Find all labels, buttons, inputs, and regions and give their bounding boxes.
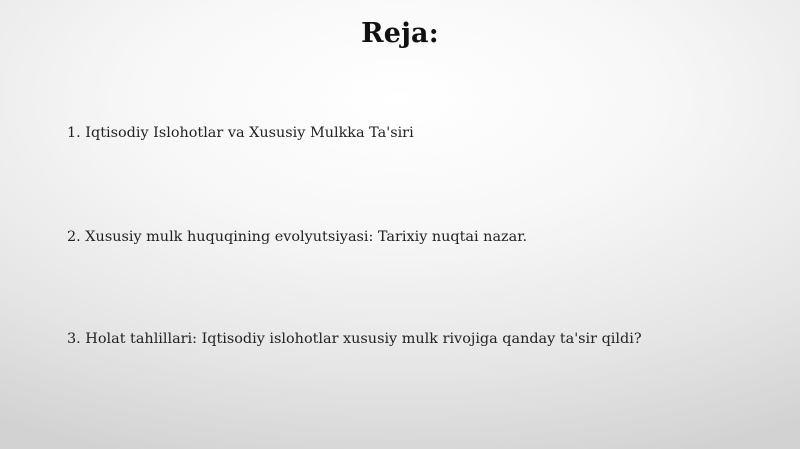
slide-title: Reja: bbox=[361, 18, 439, 49]
agenda-item-3: 3. Holat tahlillari: Iqtisodiy islohotlar xususiy mulk rivojiga qanday ta'sir qildi? bbox=[67, 331, 642, 347]
agenda-item-1: 1. Iqtisodiy Islohotlar va Xususiy Mulkka Ta'siri bbox=[67, 125, 414, 141]
agenda-item-2: 2. Xususiy mulk huquqining evolyutsiyasi: Tarixiy nuqtai nazar. bbox=[67, 229, 528, 245]
